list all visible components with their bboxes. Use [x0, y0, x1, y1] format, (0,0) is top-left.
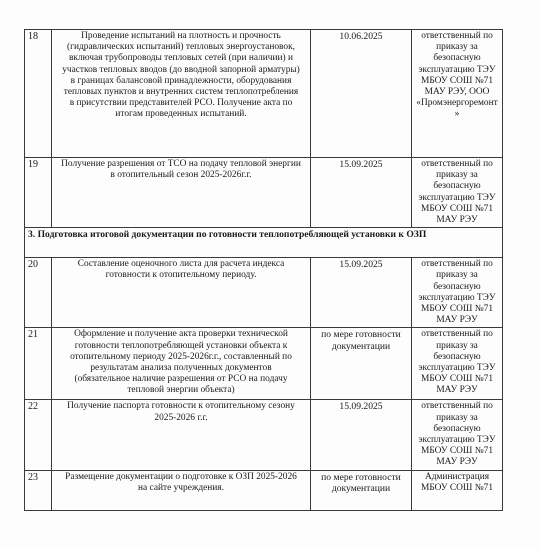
plan-table [24, 29, 503, 511]
row-number: 21 [25, 328, 52, 400]
responsible-party: ответственный по приказу за безопасную эксплуатацию ТЭУ МБОУ СОШ №71 МАУ РЭУ [412, 400, 503, 470]
responsible-party: Администрация МБОУ СОШ №71 [412, 470, 503, 510]
task-description: Составление оценочного листа для расчета индекса готовности к отопительному периоду. [52, 258, 311, 328]
row-number: 20 [25, 258, 52, 328]
row-number: 22 [25, 400, 52, 470]
due-date: 10.06.2025 [311, 30, 412, 158]
due-date: 15.09.2025 [311, 158, 412, 228]
row-number: 19 [25, 158, 52, 228]
table-row [25, 158, 503, 228]
due-date: 15.09.2025 [311, 258, 412, 328]
task-description: Размещение документации о подготовке к ОЗП 2025-2026 на сайте учреждения. [52, 470, 311, 510]
section-title: 3. Подготовка итоговой документации по готовности теплопотребляющей установки к ОЗП [25, 228, 503, 258]
responsible-party: ответственный по приказу за безопасную эксплуатацию ТЭУ МБОУ СОШ №71 МАУ РЭУ, ООО «Промэнергоремонт » [412, 30, 503, 158]
table-row [25, 30, 503, 158]
responsible-party: ответственный по приказу за безопасную эксплуатацию ТЭУ МБОУ СОШ №71 МАУ РЭУ [412, 158, 503, 228]
responsible-party: ответственный по приказу за безопасную эксплуатацию ТЭУ МБОУ СОШ №71 МАУ РЭУ [412, 328, 503, 400]
task-description: Получение разрешения от ТСО на подачу тепловой энергии в отопительный сезон 2025-2026г.г. [52, 158, 311, 228]
due-date: 15.09.2025 [311, 400, 412, 470]
task-description: Оформление и получение акта проверки технической готовности теплопотребляющей установки объекта к отопительному периоду 2025-2026г.г., составленный по результатам анализа полученных документов (обязательное наличие разрешения от РСО на подачу тепловой энергии объекта) [52, 328, 311, 400]
due-date: по мере готовности документации [311, 470, 412, 510]
table-row [25, 258, 503, 328]
due-date: по мере готовности документации [311, 328, 412, 400]
task-description: Проведение испытаний на плотность и прочность (гидравлических испытаний) тепловых энергоустановок, включая трубопроводы тепловых сетей (при наличии) и участков тепловых вводов (до вводной запорной арматуры) в границах балансовой принадлежности, оборудования тепловых пунктов и внутренних систем теплопотребления в присутствии представителей РСО. Получение акта по итогам проведенных испытаний. [52, 30, 311, 158]
table-row [25, 470, 503, 510]
responsible-party: ответственный по приказу за безопасную эксплуатацию ТЭУ МБОУ СОШ №71 МАУ РЭУ [412, 258, 503, 328]
row-number: 23 [25, 470, 52, 510]
table-row [25, 328, 503, 400]
table-row [25, 400, 503, 470]
section-header-row [25, 228, 503, 258]
task-description: Получение паспорта готовности к отопительному сезону 2025-2026 г.г. [52, 400, 311, 470]
row-number: 18 [25, 30, 52, 158]
